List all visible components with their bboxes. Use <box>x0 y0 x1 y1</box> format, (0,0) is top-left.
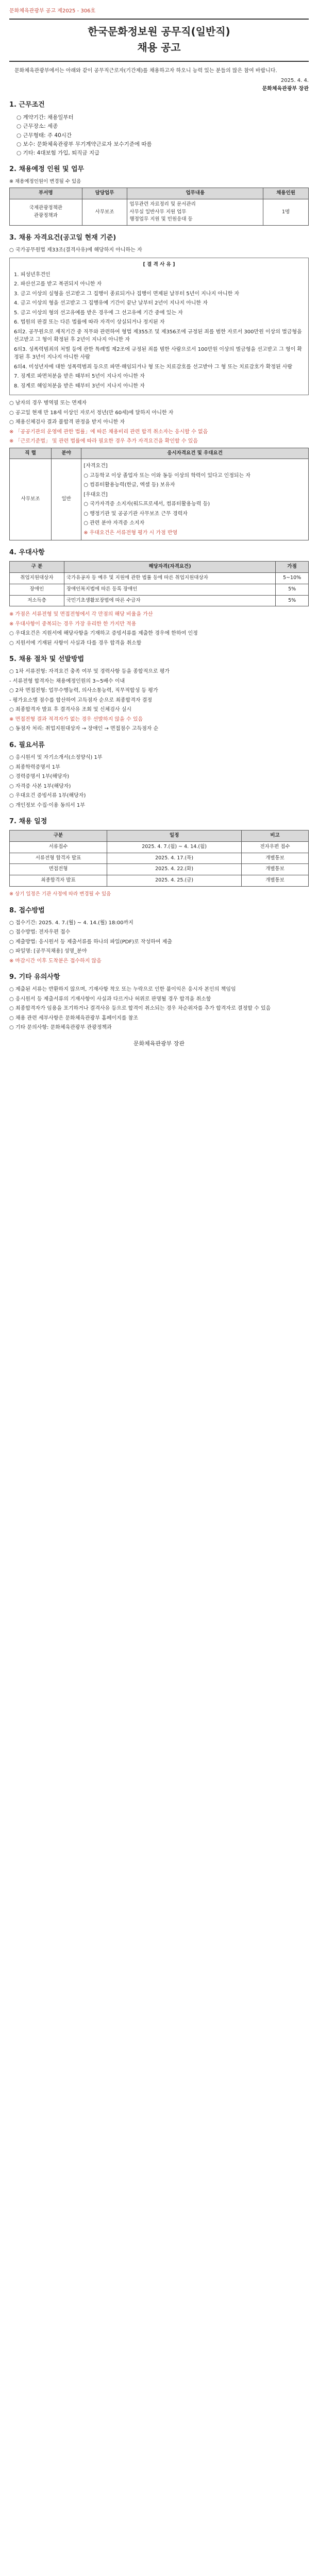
table-header: 업무내용 <box>127 188 263 199</box>
list-item: ※ 마감시간 이후 도착분은 접수하지 않음 <box>9 958 102 964</box>
table-cell: 개별통보 <box>242 864 309 875</box>
table-row <box>10 853 309 864</box>
list-item: [우대요건] <box>83 492 108 498</box>
table-row <box>10 199 309 226</box>
table-cell: 서류접수 <box>10 841 107 853</box>
table-row <box>10 841 309 853</box>
list-item: ○ 우대요건은 지원서에 해당사항을 기재하고 증빙서류를 제출한 경우에 한하여 인정 <box>9 631 198 637</box>
table-cell: 1명 <box>263 199 309 226</box>
table-cell: 국가유공자 등 예우 및 지원에 관한 법률 등에 따른 취업지원대상자 <box>64 573 275 584</box>
list-item: 4. 금고 이상의 형을 선고받고 그 집행유예 기간이 끝난 날부터 2년이 지나지 아니한 자 <box>14 300 208 307</box>
list-item: ○ 제출방법: 응시원서 등 제출서류를 하나의 파일(PDF)로 작성하여 제출 <box>9 939 172 945</box>
list-item: ○ 2차 면접전형: 업무수행능력, 의사소통능력, 직무적합성 등 평가 <box>9 688 158 694</box>
list-item: ○ 관련 분야 자격증 소지자 <box>83 520 145 527</box>
list-item: - 평가요소별 점수를 합산하여 고득점자 순으로 최종합격자 결정 <box>9 697 153 703</box>
table-cell: 취업지원대상자 <box>10 573 64 584</box>
list-item: ○ 컴퓨터활용능력(한글, 엑셀 등) 보유자 <box>83 482 175 488</box>
list-item: ○ 접수방법: 전자우편 접수 <box>9 929 71 936</box>
section-3-title: 3. 채용 자격요건(공고일 현재 기준) <box>9 234 116 242</box>
list-item: ○ 고등학교 이상 졸업자 또는 이와 동등 이상의 학력이 있다고 인정되는 자 <box>83 472 251 479</box>
table-cell: 사무보조 <box>10 459 52 540</box>
list-item: ※ 우대요건은 서류전형 평가 시 가점 반영 <box>83 530 178 536</box>
notice-number: 문화체육관광부 공고 제2025 - 306호 <box>9 8 96 14</box>
list-item: [자격요건] <box>83 463 108 469</box>
notice-org: 문화체육관광부 장관 <box>262 86 309 92</box>
list-item: ○ 남자의 경우 병역필 또는 면제자 <box>9 400 87 406</box>
section-3-intro: ○ 국가공무원법 제33조(결격사유)에 해당하지 아니하는 자 <box>9 247 142 253</box>
list-item: ○ 채용신체검사 결과 불합격 판정을 받지 아니한 자 <box>9 419 125 426</box>
table-cell: 2025. 4. 7.(월) ~ 4. 14.(월) <box>107 841 242 853</box>
list-item: - 서류전형 합격자는 채용예정인원의 3~5배수 이내 <box>9 678 125 684</box>
list-item: ※ 「근로기준법」 및 관련 법률에 따라 필요한 경우 추가 자격요건을 확인할 수 있음 <box>9 438 198 445</box>
list-item: ○ 우대요건 증빙서류 1부(해당자) <box>9 793 86 799</box>
table-header: 직 렬 <box>10 448 52 459</box>
section-5-title: 5. 채용 절차 및 선발방법 <box>9 655 85 664</box>
table-header: 일정 <box>107 831 242 842</box>
list-item: ○ 1차 서류전형: 자격요건 충족 여부 및 경력사항 등을 종합적으로 평가 <box>9 669 170 675</box>
list-item: ※ 가점은 서류전형 및 면접전형에서 각 만점의 해당 비율을 가산 <box>9 612 153 618</box>
list-item: ○ 근무형태: 주 40시간 <box>16 132 72 139</box>
table-cell: 개별통보 <box>242 853 309 864</box>
positions-table <box>9 188 309 226</box>
intro-text: 문화체육관광부에서는 아래와 같이 공무직근로자(기간제)를 채용하고자 하오니 능력 있는 분들의 많은 참여 바랍니다. <box>14 67 277 74</box>
list-item: 6의4. 미성년자에 대한 성폭력범죄 등으로 파면·해임되거나 형 또는 치료감호를 선고받아 그 형 또는 치료감호가 확정된 사람 <box>14 364 293 370</box>
table-cell: 장애인복지법에 따른 등록 장애인 <box>64 584 275 595</box>
list-item: ○ 최종합격자 발표 후 결격사유 조회 및 신체검사 실시 <box>9 707 132 713</box>
page-subtitle: 채용 공고 <box>137 41 181 54</box>
list-item: ○ 계약기간: 채용일부터 <box>16 114 74 121</box>
disqualification-box <box>9 258 309 395</box>
list-item: 8. 징계로 해임처분을 받은 때부터 3년이 지나지 아니한 자 <box>14 383 145 389</box>
section-8-title: 8. 접수방법 <box>9 906 45 914</box>
list-item: ○ 제출된 서류는 반환하지 않으며, 기재사항 착오 또는 누락으로 인한 불이익은 응시자 본인의 책임임 <box>9 987 236 993</box>
section-1-title: 1. 근무조건 <box>9 101 45 109</box>
table-header: 담당업무 <box>82 188 127 199</box>
table-cell: 서류전형 합격자 발표 <box>10 853 107 864</box>
table-row <box>10 459 309 540</box>
table-cell: 최종합격자 발표 <box>10 875 107 887</box>
table-row <box>10 864 309 875</box>
table-cell: 2025. 4. 17.(목) <box>107 853 242 864</box>
requirements-table <box>9 448 309 541</box>
table-cell: 5% <box>276 595 309 606</box>
list-item: 5. 금고 이상의 형의 선고유예를 받은 경우에 그 선고유예 기간 중에 있는 자 <box>14 310 183 316</box>
table-cell: 장애인 <box>10 584 64 595</box>
title-box <box>9 19 309 62</box>
table-row <box>10 875 309 887</box>
list-item: ○ 개인정보 수집·이용 동의서 1부 <box>9 802 85 808</box>
list-item: 6의3. 성폭력범죄의 처벌 등에 관한 특례법 제2조에 규정된 죄를 범한 사람으로서 100만원 이상의 벌금형을 선고받고 그 형이 확정된 후 3년이 지나지 아니한 사람 <box>14 346 303 361</box>
section-2-caption: ※ 채용예정인원이 변경될 수 있음 <box>9 178 81 184</box>
list-item: ○ 근무장소: 세종 <box>16 123 58 130</box>
schedule-note: ※ 상기 일정은 기관 사정에 따라 변경될 수 있음 <box>9 891 111 897</box>
list-item: 1. 피성년후견인 <box>14 272 51 278</box>
list-item: ○ 최종합격자가 임용을 포기하거나 결격사유 등으로 합격이 취소되는 경우 차순위자를 추가 합격자로 결정할 수 있음 <box>9 1006 271 1012</box>
table-header: 구 분 <box>10 562 64 573</box>
list-item: ○ 경력증명서 1부(해당자) <box>9 774 70 780</box>
table-header: 가점 <box>276 562 309 573</box>
table-cell: 5~10% <box>276 573 309 584</box>
table-row <box>10 584 309 595</box>
list-item: ○ 접수기간: 2025. 4. 7.(월) ~ 4. 14.(월) 18:00까지 <box>9 920 133 926</box>
table-cell: 일반 <box>52 459 81 540</box>
table-cell: 국민기초생활보장법에 따른 수급자 <box>64 595 275 606</box>
list-item: ○ 동점자 처리: 취업지원대상자 → 장애인 → 면접점수 고득점자 순 <box>9 726 159 732</box>
list-item: ○ 보수: 문화체육관광부 무기계약근로자 보수기준에 따름 <box>16 141 152 147</box>
list-item: 6. 법원의 판결 또는 다른 법률에 따라 자격이 상실되거나 정지된 자 <box>14 319 165 326</box>
table-cell: 2025. 4. 25.(금) <box>107 875 242 887</box>
list-item: ○ 공고일 현재 만 18세 이상인 자로서 정년(만 60세)에 달하지 아니한 자 <box>9 410 174 416</box>
table-cell: 사무보조 <box>82 199 127 226</box>
section-9-title: 9. 기타 유의사항 <box>9 973 60 981</box>
list-item: ○ 지원서에 기재된 사항이 사실과 다를 경우 합격을 취소함 <box>9 640 142 646</box>
section-1-list <box>9 113 309 157</box>
box-title: [ 결 격 사 유 ] <box>143 261 175 267</box>
table-cell: 업무관련 자료정리 및 문서관리 사무실 일반사무 지원 업무 행정업무 지원 및 민원응대 등 <box>127 199 263 226</box>
table-row <box>10 595 309 606</box>
table-cell <box>81 459 309 540</box>
list-item: ○ 응시원서 등 제출서류의 기재사항이 사실과 다르거나 허위로 판명될 경우 합격을 취소함 <box>9 996 211 1002</box>
list-item: ※ 우대사항이 중복되는 경우 가장 유리한 한 가지만 적용 <box>9 621 137 627</box>
section-7-title: 7. 채용 일정 <box>9 818 47 826</box>
table-header: 분야 <box>52 448 81 459</box>
closing-signature: 문화체육관광부 장관 <box>133 1040 185 1047</box>
list-item: 7. 징계로 파면처분을 받은 때부터 5년이 지나지 아니한 자 <box>14 374 145 380</box>
table-header: 비고 <box>242 831 309 842</box>
list-item: ○ 자격증 사본 1부(해당자) <box>9 783 71 789</box>
table-header: 부서명 <box>10 188 82 199</box>
list-item: ○ 채용 관련 세부사항은 문화체육관광부 홈페이지를 참조 <box>9 1015 138 1021</box>
section-6-title: 6. 필요서류 <box>9 741 45 749</box>
section-2-title: 2. 채용예정 인원 및 업무 <box>9 165 85 174</box>
list-item: ○ 파일명: [공무직채용] 성명_분야 <box>9 948 87 955</box>
list-item: ○ 최종학력증명서 1부 <box>9 764 60 770</box>
table-cell: 5% <box>276 584 309 595</box>
table-cell: 2025. 4. 22.(화) <box>107 864 242 875</box>
notice-date: 2025. 4. 4. <box>280 78 309 83</box>
table-header: 해당자격(자격요건) <box>64 562 275 573</box>
table-cell: 전자우편 접수 <box>242 841 309 853</box>
table-cell: 국제관광정책관 관광정책과 <box>10 199 82 226</box>
list-item: ○ 국가자격증 소지자(워드프로세서, 컴퓨터활용능력 등) <box>83 501 210 507</box>
table-row <box>10 573 309 584</box>
list-item: ※ 면접전형 결과 적격자가 없는 경우 선발하지 않을 수 있음 <box>9 716 143 722</box>
table-cell: 개별통보 <box>242 875 309 887</box>
table-cell: 면접전형 <box>10 864 107 875</box>
preference-table <box>9 561 309 606</box>
table-header: 채용인원 <box>263 188 309 199</box>
page-title: 한국문화정보원 공무직(일반직) <box>88 25 230 38</box>
list-item: ○ 기타 문의사항: 문화체육관광부 관광정책과 <box>9 1025 112 1031</box>
list-item: ○ 행정기관 및 공공기관 사무보조 근무 경력자 <box>83 511 188 517</box>
list-item: ※ 「공공기관의 운영에 관한 법률」에 따른 채용비리 관련 합격 취소자는 응시할 수 없음 <box>9 429 208 435</box>
list-item: ○ 기타: 4대보험 가입, 퇴직금 지급 <box>16 150 100 157</box>
list-item: 6의2. 공무원으로 재직기간 중 직무와 관련하여 형법 제355조 및 제356조에 규정된 죄를 범한 자로서 300만원 이상의 벌금형을 선고받고 그 형이 확정된 후 2년이 지나지 아니한 자 <box>14 329 302 343</box>
table-header: 응시자격요건 및 우대요건 <box>81 448 309 459</box>
footer-spacer <box>9 1048 309 1069</box>
table-header: 구분 <box>10 831 107 842</box>
list-item: ○ 응시원서 및 자기소개서(소정양식) 1부 <box>9 755 103 761</box>
list-item: 3. 금고 이상의 실형을 선고받고 그 집행이 종료되거나 집행이 면제된 날부터 5년이 지나지 아니한 자 <box>14 291 240 297</box>
schedule-table <box>9 830 309 887</box>
section-4-title: 4. 우대사항 <box>9 549 45 557</box>
table-cell: 저소득층 <box>10 595 64 606</box>
list-item: 2. 파산선고를 받고 복권되지 아니한 자 <box>14 281 102 287</box>
